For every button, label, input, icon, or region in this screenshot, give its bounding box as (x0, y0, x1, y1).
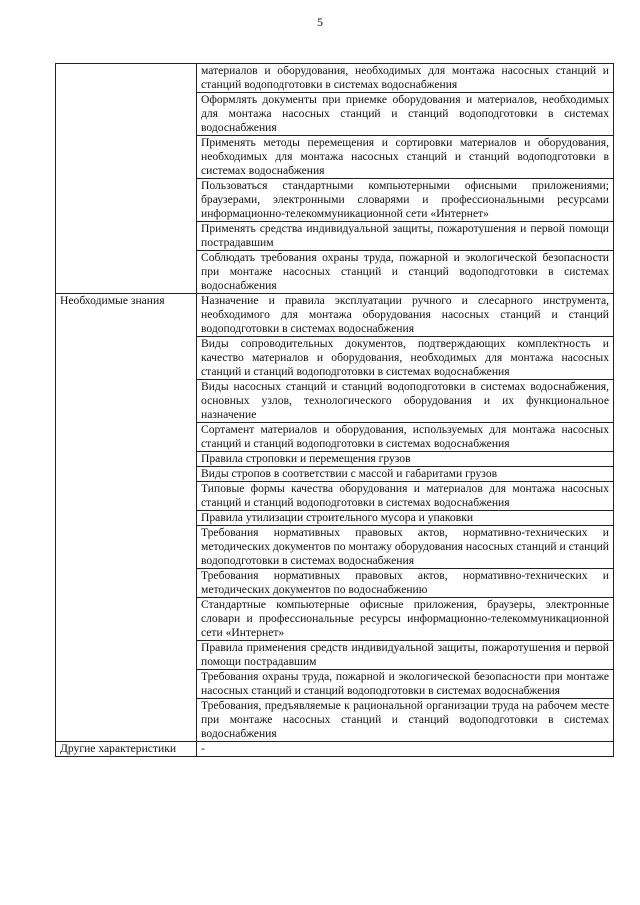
row-text: Виды стропов в соответствии с массой и габаритами грузов (197, 467, 614, 482)
row-label-required-knowledge: Необходимые знания (56, 294, 197, 742)
row-text: Виды сопроводительных документов, подтверждающих комплектность и качество материалов и оборудования, необходимых для монтажа насосных станций и станций водоподготовки в системах водоснабжения (197, 337, 614, 380)
row-text: Требования нормативных правовых актов, нормативно-технических и методических документов по водоснабжению (197, 569, 614, 598)
row-text: Виды насосных станций и станций водоподготовки в системах водоснабжения, основных узлов, технологического оборудования и их функциональное назначение (197, 380, 614, 423)
table-row (56, 64, 614, 93)
row-text: материалов и оборудования, необходимых для монтажа насосных станций и станций водоподготовки в системах водоснабжения (197, 64, 614, 93)
row-text: Пользоваться стандартными компьютерными офисными приложениями; браузерами, электронными словарями и профессиональными ресурсами информационно-телекоммуникационной сети «Интернет» (197, 179, 614, 222)
row-text: Правила утилизации строительного мусора и упаковки (197, 511, 614, 526)
row-text: Правила применения средств индивидуальной защиты, пожаротушения и первой помощи пострадавшим (197, 641, 614, 670)
requirements-table (55, 63, 614, 757)
page-number: 5 (317, 15, 323, 29)
row-text: Сортамент материалов и оборудования, используемых для монтажа насосных станций и станций водоподготовки в системах водоснабжения (197, 423, 614, 452)
row-text: Назначение и правила эксплуатации ручного и слесарного инструмента, необходимого для монтажа оборудования насосных станций и станций водоподготовки в системах водоснабжения (197, 294, 614, 337)
table-row (56, 294, 614, 337)
row-text: Соблюдать требования охраны труда, пожарной и экологической безопасности при монтаже насосных станций и станций водоподготовки в системах водоснабжения (197, 251, 614, 294)
row-text: Требования нормативных правовых актов, нормативно-технических и методических документов по монтажу оборудования насосных станций и станций водоподготовки в системах водоснабжения (197, 526, 614, 569)
row-text: Применять средства индивидуальной защиты, пожаротушения и первой помощи пострадавшим (197, 222, 614, 251)
row-text: Применять методы перемещения и сортировки материалов и оборудования, необходимых для монтажа насосных станций и станций водоподготовки в системах водоснабжения (197, 136, 614, 179)
row-text: Оформлять документы при приемке оборудования и материалов, необходимых для монтажа насосных станций и станций водоподготовки в системах водоснабжения (197, 93, 614, 136)
row-text: Стандартные компьютерные офисные приложения, браузеры, электронные словари и профессиональные ресурсы информационно-телекоммуникационной сети «Интернет» (197, 598, 614, 641)
row-text: Типовые формы качества оборудования и материалов для монтажа насосных станций и станций водоподготовки в системах водоснабжения (197, 482, 614, 511)
row-text: Требования, предъявляемые к рациональной организации труда на рабочем месте при монтаже насосных станций и станций водоподготовки в системах водоснабжения (197, 699, 614, 742)
row-text: - (197, 742, 614, 757)
row-label-continued (56, 64, 197, 294)
row-label-other-characteristics: Другие характеристики (56, 742, 197, 757)
row-text: Правила строповки и перемещения грузов (197, 452, 614, 467)
row-text: Требования охраны труда, пожарной и экологической безопасности при монтаже насосных станций и станций водоподготовки в системах водоснабжения (197, 670, 614, 699)
table-row (56, 742, 614, 757)
